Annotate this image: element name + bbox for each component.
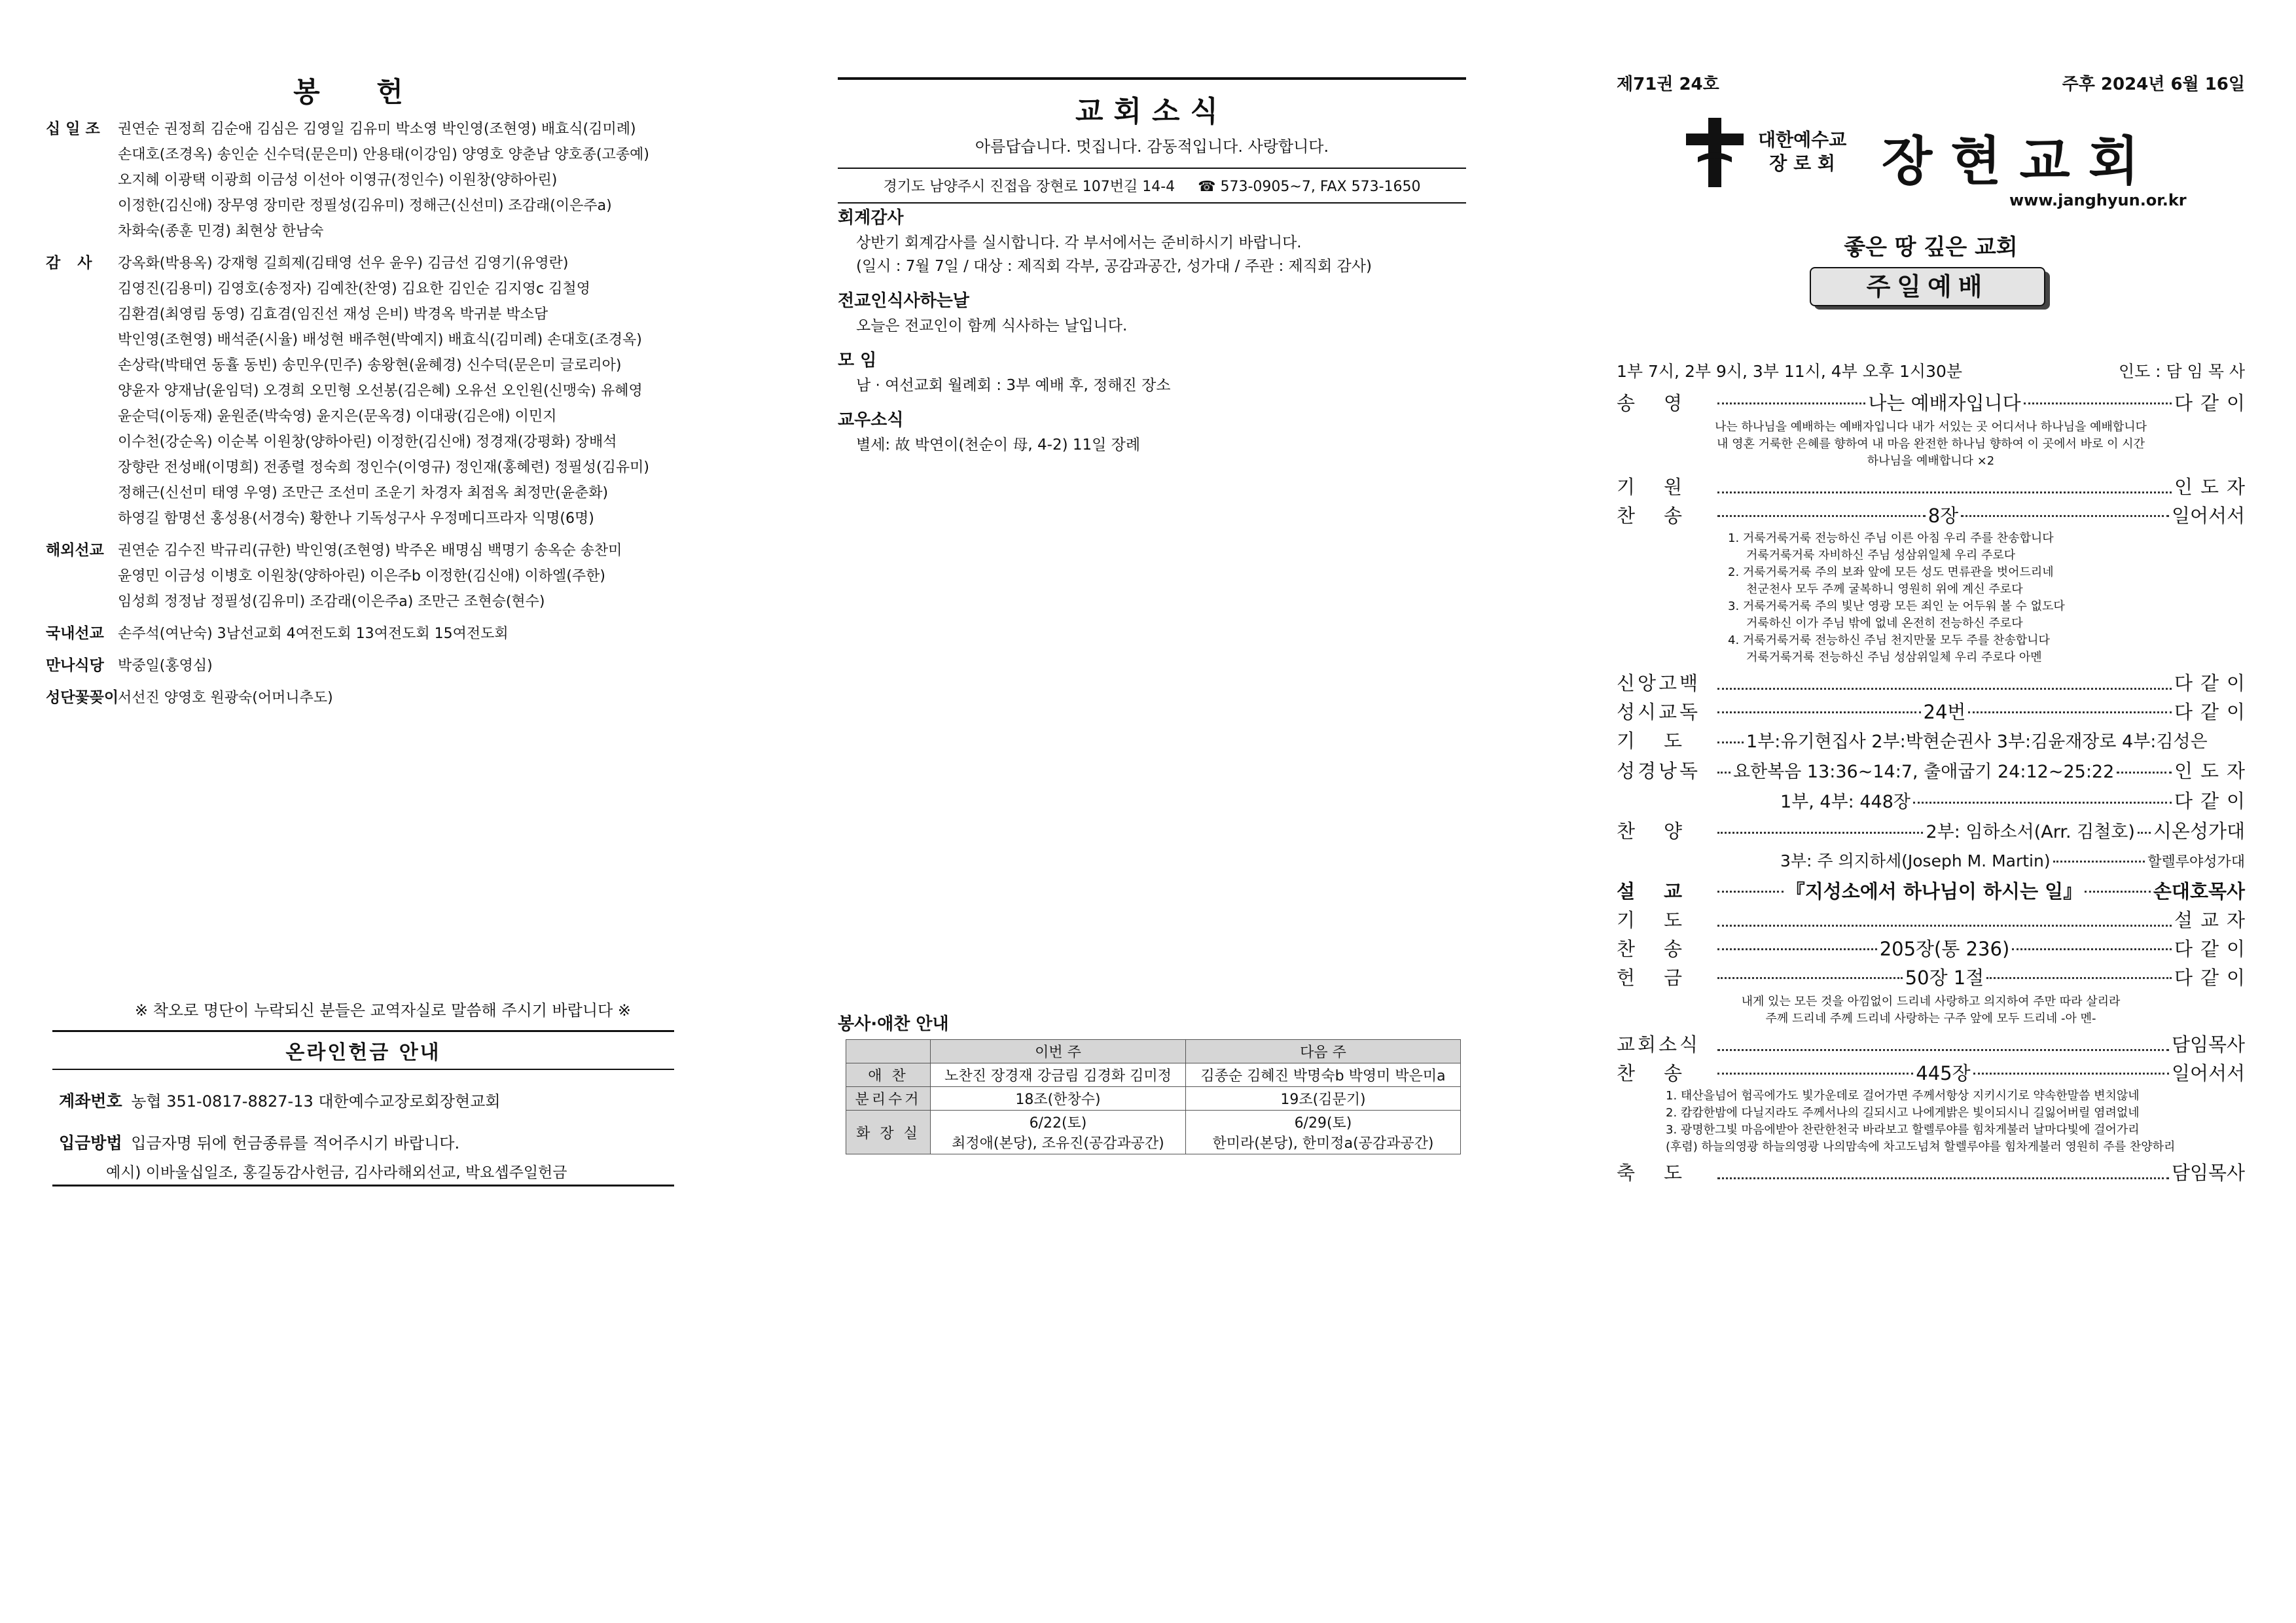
col-this-week: 이번 주 [931, 1040, 1186, 1063]
order-name: 축도 [1617, 1162, 1712, 1184]
leader-dots [1717, 711, 1921, 713]
order-row [1617, 669, 2253, 698]
order-content: 24번 [1923, 701, 1966, 723]
order-name: 송영 [1617, 392, 1712, 414]
order-people: 일어서서 [2171, 505, 2245, 527]
order-fill [1715, 389, 2174, 418]
order-people: 인도자 [2174, 760, 2253, 782]
names-line: 윤영민 이금성 이병호 이원창(양하아린) 이은주b 이정한(김신애) 이하엘(주한) [118, 568, 605, 584]
leader-dots [2024, 402, 2172, 404]
news-item-meal [838, 287, 1466, 338]
church-logo [1682, 116, 2179, 192]
names-line: 하영길 함명선 홍성용(서경숙) 황한나 기독성구사 우정메디프라자 익명(6명) [118, 510, 594, 527]
news-text: 별세: 故 박연이(천순이 母, 4-2) 11일 장례 [856, 437, 1141, 454]
order-name: 성경낭독 [1617, 760, 1701, 782]
news-item-member-news [838, 406, 1466, 457]
news-slogan: 아름답습니다. 멋집니다. 감동적입니다. 사랑합니다. [975, 137, 1329, 156]
lyrics-line: 4. 거룩거룩거룩 전능하신 주님 천지만물 모두 주를 찬송합니다 [1728, 633, 2050, 647]
denomination [1758, 128, 1846, 175]
lyrics-hymn-8 [1617, 530, 2245, 669]
cell-date: 6/29(토) [1294, 1115, 1352, 1132]
offering-label: 국내선교 [46, 625, 104, 642]
leader-dots [1717, 1049, 2169, 1051]
table-row [846, 1111, 1461, 1154]
names-line: 손주석(여난숙) 3남선교회 4여전도회 13여전도회 15여전도회 [118, 626, 509, 642]
names-line: 장향란 전성배(이명희) 전종렬 정숙희 정인수(이영규) 정인재(홍혜련) 정필성(김유미) [118, 459, 649, 476]
church-website: www.janghyun.or.kr [2009, 191, 2187, 209]
names-line: 권연순 권정희 김순애 김심은 김영일 김유미 박소영 박인영(조현영) 배효식(김미례) [118, 121, 636, 137]
news-text: 남 · 여선교회 월례회 : 3부 예배 후, 정해진 장소 [856, 377, 1171, 394]
names-line: 양윤자 양재남(윤임덕) 오경희 오민형 오선봉(김은혜) 오유선 오인원(신맹숙) 유혜영 [118, 383, 643, 399]
news-item-audit [838, 204, 1466, 278]
names-line: 강옥화(박용옥) 강재형 길희제(김태영 선우 윤우) 김금선 김영기(유영란) [118, 255, 569, 272]
row-label: 화 장 실 [846, 1111, 931, 1154]
method-value: 입금자명 뒤에 헌금종류를 적어주시기 바랍니다. [131, 1134, 460, 1152]
times-text: 1부 7시, 2부 9시, 3부 11시, 4부 오후 1시30분 [1617, 362, 1963, 381]
order-fill [1715, 758, 2174, 787]
order-fill [1715, 491, 2174, 493]
col-next-week: 다음 주 [1185, 1040, 1460, 1063]
order-name: 찬양 [1617, 820, 1712, 842]
method-row [52, 1130, 674, 1154]
order-row [1617, 1158, 2245, 1187]
offering-label: 성단꽃꽂이 [46, 689, 119, 706]
lyrics-line: 거룩하신 이가 주님 밖에 없네 온전히 전능하신 주로다 [1746, 616, 2023, 630]
lyrics-line: 나는 하나님을 예배하는 예배자입니다 내가 서있는 곳 어디서나 하나님을 예배합니다 [1714, 420, 2147, 434]
order-row [1617, 501, 2245, 530]
names-line: 이정한(김신애) 장무영 장미란 정필성(김유미) 정해근(신선미) 조감래(이은주a) [118, 198, 612, 214]
lyrics-doxology [1617, 418, 2245, 473]
order-fill [1715, 935, 2174, 963]
cell-next [1185, 1111, 1460, 1154]
leader-dots [2053, 861, 2145, 863]
news-heading: 모 임 [838, 351, 877, 370]
order-name: 헌금 [1617, 967, 1712, 989]
leader-dots [1717, 1073, 1913, 1075]
names-line: 권연순 김수진 박규리(규한) 박인영(조현영) 박주온 배명심 백명기 송옥순 송찬미 [118, 543, 622, 559]
names-line: 차화숙(종훈 민경) 최현상 한남숙 [118, 223, 324, 240]
news-text: (일시 : 7월 7일 / 대상 : 제직회 각부, 공감과공간, 성가대 / 주관 : 제직회 감사) [856, 258, 1372, 275]
service-times [1617, 359, 2245, 382]
leader-dots [2138, 832, 2151, 834]
table-row [846, 1087, 1461, 1111]
lyrics-line: 천군천사 모두 주께 굴복하니 영원히 위에 계신 주로다 [1746, 582, 2023, 596]
phone-text: ☎ 573-0905~7, FAX 573-1650 [1198, 179, 1421, 195]
cell-this: 18조(한창수) [931, 1087, 1186, 1111]
lyrics-line: 하나님을 예배합니다 ×2 [1867, 454, 1995, 468]
church-address [838, 168, 1466, 204]
method-example: 예시) 이바울십일조, 홍길동감사헌금, 김사라해외선교, 박요셉주일헌금 [52, 1160, 674, 1186]
cell-people: 최정애(본당), 조유진(공감과공간) [952, 1135, 1164, 1152]
order-name: 찬송 [1617, 938, 1712, 960]
order-name: 신앙고백 [1617, 672, 1701, 694]
offering-group-tithe [46, 116, 674, 244]
volume-number: 제71권 24호 [1617, 75, 1719, 94]
names-line: 서선진 양영호 원광숙(어머니추도) [118, 690, 333, 706]
sermon-title: 『지성소에서 하나님이 하시는 일』 [1785, 880, 2083, 902]
order-people: 할렐루야성가대 [2147, 854, 2245, 870]
lyrics-line: 2. 거룩거룩거룩 주의 보좌 앞에 모든 성도 면류관을 벗어드리네 [1728, 565, 2054, 579]
order-row [1617, 389, 2253, 418]
order-name: 기도 [1617, 909, 1712, 931]
order-row [1617, 1059, 2245, 1088]
news-title: 교회소식 [1075, 95, 1229, 128]
account-label: 계좌번호 [59, 1092, 122, 1111]
order-fill [1715, 698, 2174, 726]
order-row [1617, 817, 2245, 847]
row-label: 애 찬 [846, 1063, 931, 1087]
leader-dots [1717, 1177, 2169, 1179]
names-line: 윤순덕(이동재) 윤원준(박숙영) 윤지은(문옥경) 이대광(김은애) 이민지 [118, 408, 557, 425]
lyrics-hymn-445 [1617, 1088, 2245, 1158]
names-line: 손대호(조경옥) 송인순 신수덕(문은미) 안용태(이강임) 양영호 양춘남 양호종(고종예) [118, 147, 649, 163]
order-fill [1780, 847, 2147, 876]
order-row [1617, 906, 2253, 935]
leader-dots [1961, 515, 2169, 517]
order-people: 일어서서 [2171, 1062, 2245, 1084]
order-fill [1715, 1059, 2172, 1088]
lyrics-line: 내게 있는 모든 것을 아낌없이 드리네 사랑하고 의지하여 주만 따라 살리라 [1741, 995, 2121, 1008]
denomination-line: 장 로 회 [1769, 152, 1835, 174]
order-content: 50장 1절 [1905, 967, 1984, 989]
names-line: 박인영(조현영) 배석준(시율) 배성현 배주현(박예지) 배효식(김미례) 손대호(조경옥) [118, 332, 642, 348]
lyrics-line: 2. 캄캄한밤에 다닐지라도 주께서나의 길되시고 나에게밝은 빛이되시니 길잃어버릴 염려없네 [1666, 1106, 2140, 1120]
offering-label: 해외선교 [46, 542, 104, 559]
order-row [1617, 726, 2245, 757]
order-people: 설교자 [2174, 909, 2253, 931]
order-people: 다같이 [2174, 967, 2253, 989]
leader-text: 인도 : 담 임 목 사 [2118, 362, 2245, 381]
cell-next: 김종순 김혜진 박명숙b 박영미 박은미a [1185, 1063, 1460, 1087]
news-list [838, 204, 1466, 466]
bulletin-date: 주후 2024년 6월 16일 [2062, 75, 2245, 94]
offering-label: 만나식당 [46, 657, 104, 674]
service-table-title: 봉사·애찬 안내 [838, 1014, 949, 1034]
leader-dots [1717, 402, 1865, 404]
order-fill [1715, 501, 2172, 530]
names-line: 이수천(강순옥) 이순복 이원창(양하아린) 이정한(김신애) 정경재(강평화) 장배석 [118, 434, 617, 450]
news-heading: 교우소식 [838, 410, 904, 430]
order-row [1617, 1030, 2245, 1059]
leader-dots [1717, 891, 1784, 893]
leader-dots [1968, 711, 2172, 713]
leader-dots [1717, 977, 1903, 979]
order-row [1617, 963, 2253, 992]
order-people: 시온성가대 [2153, 820, 2245, 842]
cell-date: 6/22(토) [1029, 1115, 1087, 1132]
leader-dots [1913, 802, 2172, 804]
order-people: 다같이 [2174, 392, 2253, 414]
omission-note: ※ 착오로 명단이 누락되신 분들은 교역자실로 말씀해 주시기 바랍니다 ※ [134, 1001, 632, 1020]
cross-icon [1682, 116, 1748, 188]
order-fill [1715, 1049, 2172, 1051]
order-people: 담임목사 [2171, 1162, 2245, 1184]
account-row [52, 1088, 674, 1112]
order-fill [1715, 1177, 2172, 1179]
online-offering-title: 온라인헌금 안내 [52, 1030, 674, 1070]
order-fill [1715, 963, 2174, 992]
cell-this: 노찬진 장경재 강금림 김경화 김미정 [931, 1063, 1186, 1087]
table-header-row [846, 1040, 1461, 1063]
order-row [1617, 757, 2253, 787]
order-content: 1부, 4부: 448장 [1780, 792, 1910, 812]
leader-dots [1717, 741, 1744, 743]
offering-group-altar-flowers [46, 685, 674, 711]
news-item-meeting [838, 347, 1466, 397]
leader-dots [2012, 948, 2172, 950]
lyrics-line: 거룩거룩거룩 전능하신 주님 성삼위일체 우리 주로다 아멘 [1746, 651, 2042, 664]
order-name: 찬송 [1617, 1062, 1712, 1084]
news-top-rule [838, 77, 1466, 80]
leader-dots [1717, 772, 1731, 774]
order-row [1617, 877, 2245, 906]
order-content: 445장 [1916, 1062, 1971, 1084]
cell-people: 한미라(본당), 한미정a(공감과공간) [1212, 1135, 1434, 1152]
offering-list [46, 116, 674, 717]
leader-dots [1986, 977, 2172, 979]
worship-order [1617, 389, 2253, 1187]
service-table [846, 1039, 1461, 1154]
offering-label: 십 일 조 [46, 120, 100, 137]
lyrics-line: 주께 드리네 주께 드리네 사랑하는 구주 앞에 모두 드리네 -아 멘- [1765, 1012, 2096, 1026]
offering-group-thanks [46, 251, 674, 531]
order-fill [1715, 818, 2153, 847]
offering-group-overseas-mission [46, 538, 674, 615]
offering-names [118, 538, 674, 615]
offering-title: 봉 헌 [293, 76, 427, 108]
offering-label: 감 사 [46, 255, 98, 272]
leader-dots [2085, 891, 2151, 893]
lyrics-line: 1. 태산을넘어 험곡에가도 빛가운데로 걸어가면 주께서항상 지키시기로 약속한말씀 변치않네 [1666, 1089, 2140, 1103]
order-row [1617, 787, 2253, 817]
order-content: 8장 [1928, 505, 1959, 527]
lyrics-line: (후렴) 하늘의영광 하늘의영광 나의맘속에 차고도넘쳐 할렐루야를 힘차게불러 영원히 주를 찬양하리 [1666, 1140, 2176, 1154]
offering-names [118, 685, 674, 711]
order-content: 3부: 주 의지하세(Joseph M. Martin) [1780, 851, 2051, 870]
names-line: 정해근(신선미 태영 우영) 조만근 조선미 조운기 차경자 최점옥 최정만(윤춘화) [118, 485, 609, 501]
order-row [1617, 847, 2245, 877]
names-line: 김영진(김용미) 김영호(송정자) 김예찬(찬영) 김요한 김인순 김지영c 김철영 [118, 281, 590, 297]
order-name: 기원 [1617, 476, 1712, 498]
offering-names [118, 251, 674, 531]
order-fill [1715, 688, 2174, 690]
church-motto: 좋은 땅 깊은 교회 [1844, 234, 2018, 260]
order-row [1617, 698, 2253, 726]
order-fill [1780, 788, 2174, 817]
cell-this [931, 1111, 1186, 1154]
table-row [846, 1063, 1461, 1087]
lyrics-offering [1617, 992, 2245, 1030]
method-label: 입금방법 [59, 1133, 122, 1152]
names-line: 김환겸(최영림 동영) 김효겸(임진선 재성 은비) 박경옥 박귀분 박소담 [118, 306, 548, 323]
order-people: 담임목사 [2171, 1033, 2245, 1056]
order-people: 다같이 [2174, 938, 2253, 960]
lyrics-line: 1. 거룩거룩거룩 전능하신 주님 이른 아침 우리 주를 찬송합니다 [1728, 531, 2054, 545]
offering-group-domestic-mission [46, 621, 674, 647]
offering-names [118, 653, 674, 679]
leader-dots [1717, 688, 2172, 690]
news-text: 상반기 회계감사를 실시합니다. 각 부서에서는 준비하시기 바랍니다. [856, 234, 1302, 251]
order-name: 성시교독 [1617, 701, 1701, 723]
lyrics-line: 3. 광명한그빛 마음에받아 찬란한천국 바라보고 할렐루야를 힘차게불러 날마다빛에 걸어가리 [1666, 1123, 2140, 1137]
order-name: 기도 [1617, 730, 1712, 752]
order-row [1617, 473, 2253, 501]
account-value: 농협 351-0817-8827-13 대한예수교장로회장현교회 [131, 1092, 501, 1111]
lyrics-line: 3. 거룩거룩거룩 주의 빛난 영광 모든 죄인 눈 어두워 볼 수 없도다 [1728, 599, 2065, 613]
order-people: 인도자 [2174, 476, 2253, 498]
news-text: 오늘은 전교인이 함께 식사하는 날입니다. [856, 317, 1128, 334]
leader-dots [2117, 772, 2172, 774]
order-content: 205장(통 236) [1879, 938, 2010, 960]
order-content: 1부:유기현집사 2부:박현순권사 3부:김윤재장로 4부:김성은 [1746, 732, 2208, 752]
order-fill [1715, 877, 2153, 906]
order-name: 찬송 [1617, 505, 1712, 527]
names-line: 임성희 정정남 정필성(김유미) 조감래(이은주a) 조만근 조현승(현수) [118, 594, 545, 610]
service-name: 주일예배 [1810, 267, 2045, 306]
order-people: 다같이 [2174, 790, 2253, 812]
names-line: 박중일(홍영심) [118, 658, 213, 674]
leader-dots [1717, 491, 2172, 493]
cell-next: 19조(김문기) [1185, 1087, 1460, 1111]
offering-group-manna-kitchen [46, 653, 674, 679]
order-row [1617, 935, 2253, 963]
names-line: 오지혜 이광택 이광희 이금성 이선아 이영규(정인수) 이원창(양하아린) [118, 172, 558, 188]
leader-dots [1717, 948, 1877, 950]
leader-dots [1717, 925, 2172, 927]
order-fill [1715, 728, 2245, 757]
online-offering-box [52, 1030, 674, 1186]
offering-names [118, 116, 674, 244]
news-heading: 전교인식사하는날 [838, 291, 969, 311]
order-name: 설교 [1617, 880, 1712, 902]
offering-names [118, 621, 674, 647]
leader-dots [1717, 832, 1923, 834]
table-corner [846, 1040, 931, 1063]
order-fill [1715, 925, 2174, 927]
news-heading: 회계감사 [838, 208, 904, 228]
names-line: 손상락(박태연 동휼 동빈) 송민우(민주) 송왕현(윤혜경) 신수덕(문은미 글로리아) [118, 357, 622, 374]
row-label: 분리수거 [846, 1087, 931, 1111]
lyrics-line: 내 영혼 거룩한 은혜를 향하여 내 마음 완전한 하나님 향하여 이 곳에서 바로 이 시간 [1717, 437, 2145, 451]
order-people: 손대호목사 [2153, 880, 2245, 902]
denomination-line: 대한예수교 [1758, 129, 1847, 151]
order-name: 교회소식 [1617, 1033, 1701, 1056]
order-content: 요한복음 13:36~14:7, 출애굽기 24:12~25:22 [1733, 762, 2115, 782]
order-content: 2부: 임하소서(Arr. 김철호) [1926, 822, 2135, 842]
order-people: 다같이 [2174, 701, 2253, 723]
church-name: 장현교회 [1882, 130, 2158, 192]
order-people: 다같이 [2174, 672, 2253, 694]
leader-dots [1717, 515, 1926, 517]
lyrics-line: 거룩거룩거룩 자비하신 주님 성삼위일체 우리 주로다 [1746, 548, 2016, 562]
service-badge [1810, 267, 2052, 310]
address-text: 경기도 남양주시 진접읍 장현로 107번길 14-4 [883, 179, 1175, 195]
order-content: 나는 예배자입니다 [1868, 392, 2021, 414]
leader-dots [1973, 1073, 2169, 1075]
